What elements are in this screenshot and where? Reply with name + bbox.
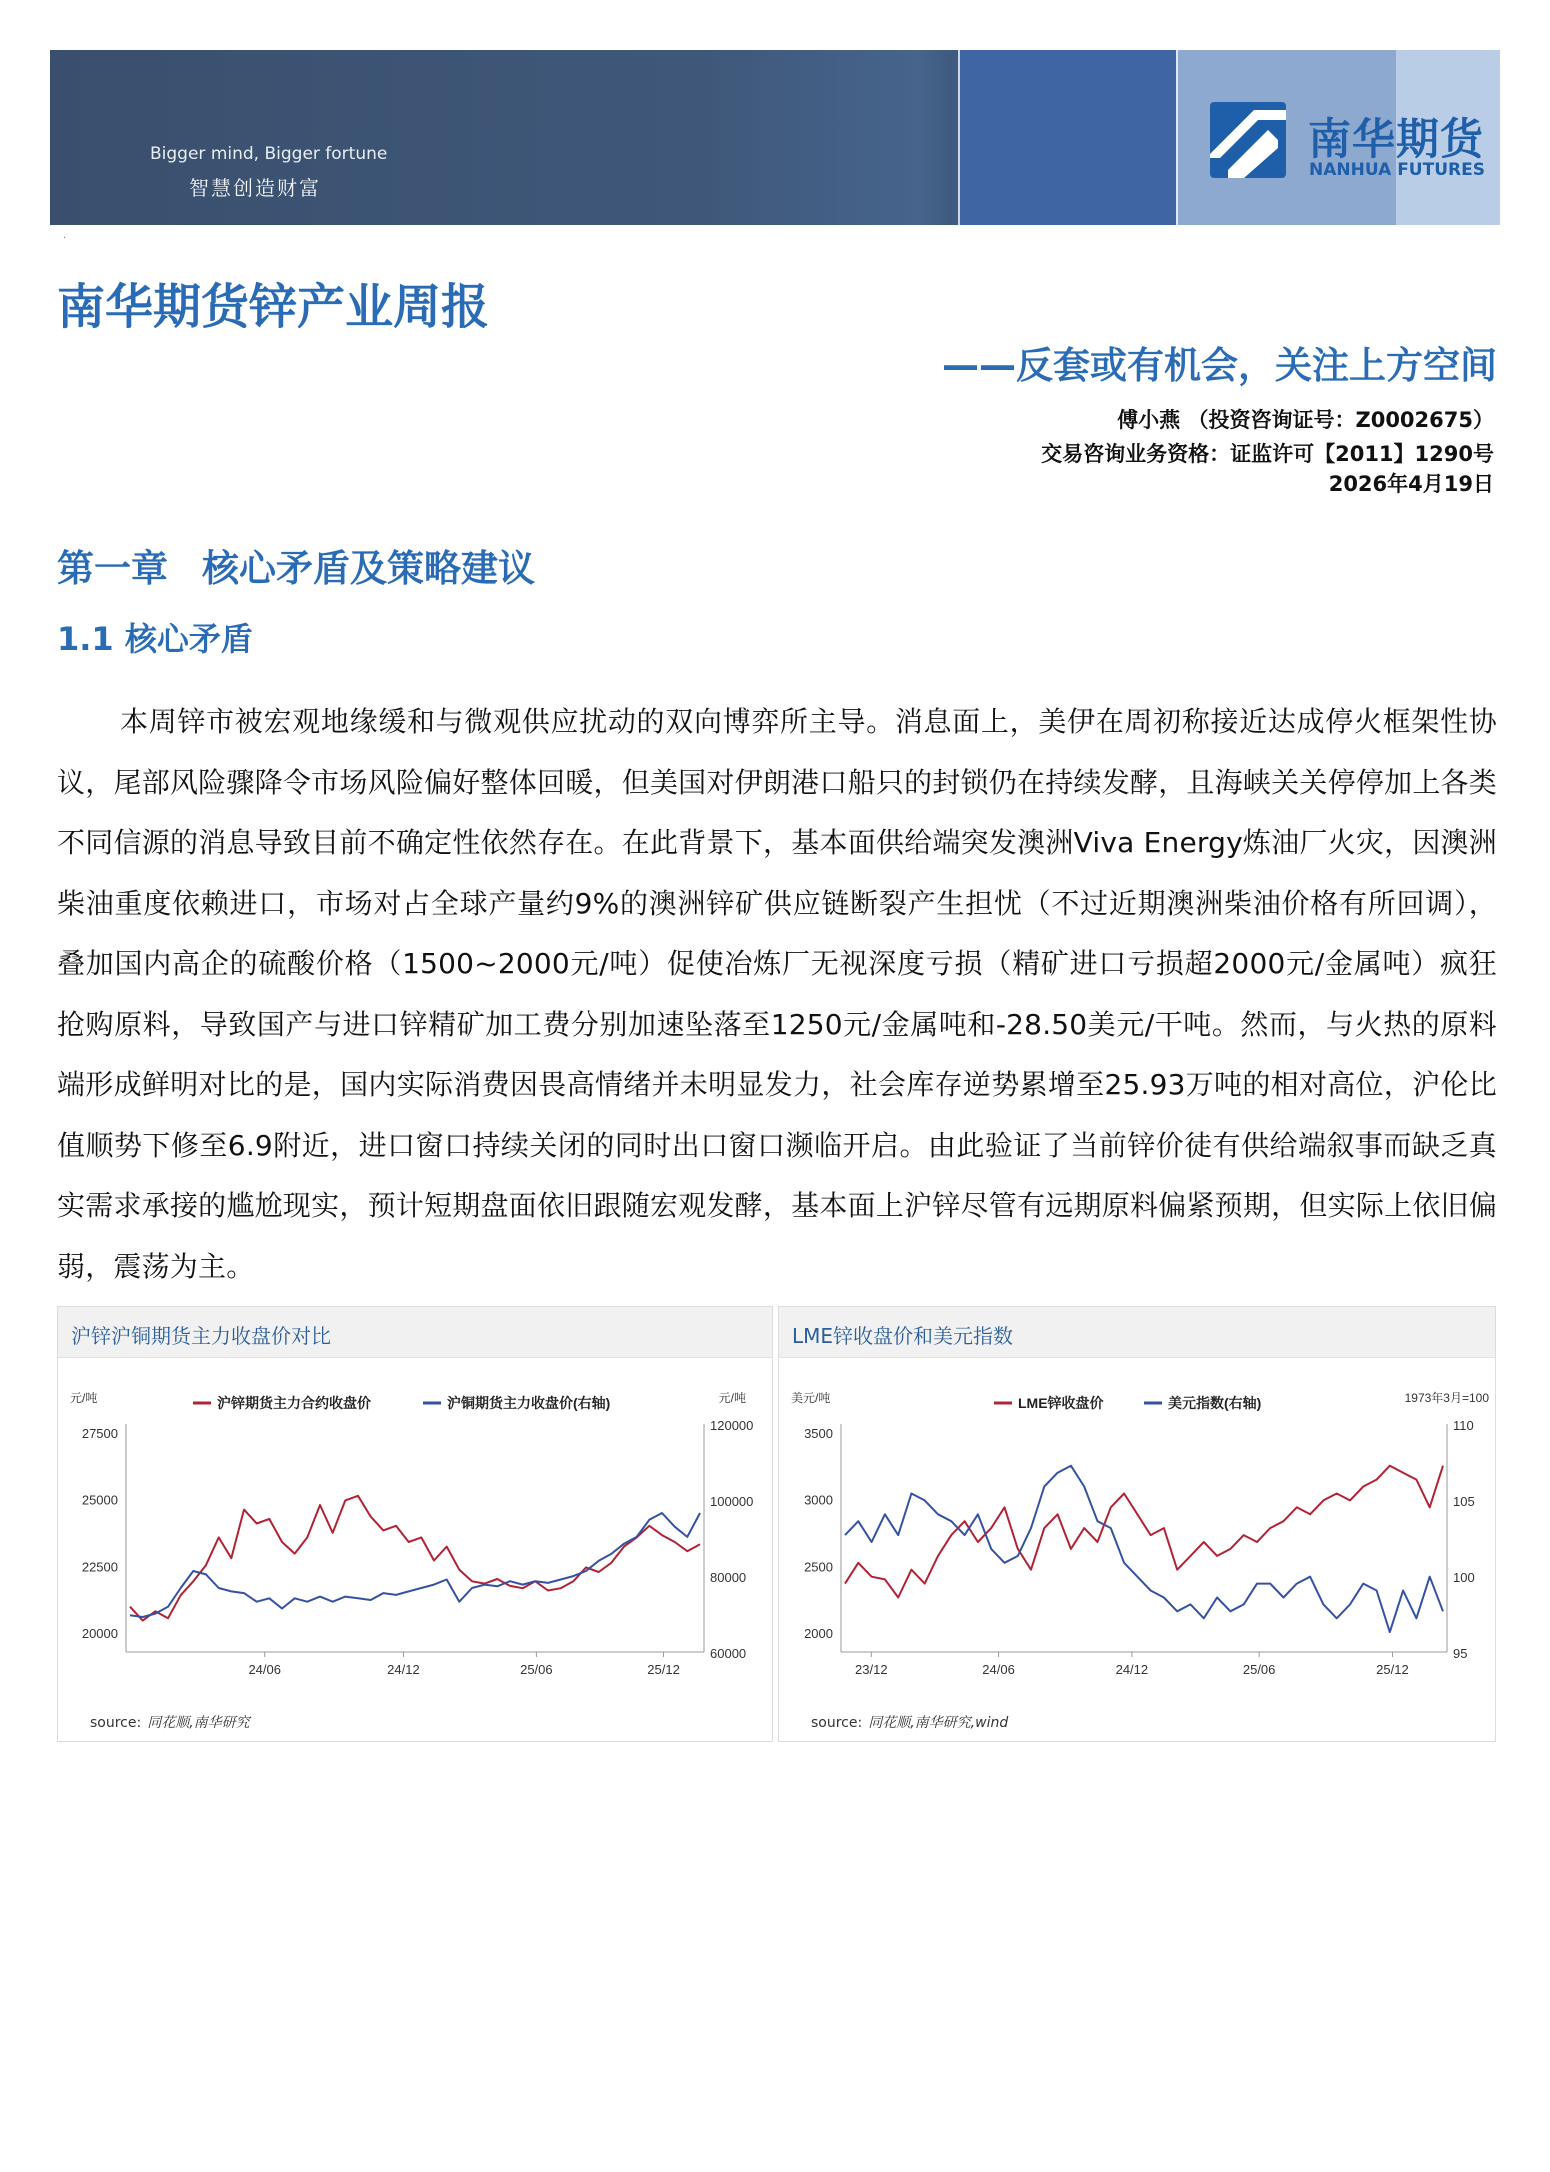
report-title: 南华期货锌产业周报 xyxy=(57,279,490,335)
legend-label: LME锌收盘价 xyxy=(1018,1395,1104,1411)
x-tick-label: 24/06 xyxy=(248,1662,281,1677)
y-tick-label-right: 80000 xyxy=(710,1570,747,1585)
y-tick-label-left: 2000 xyxy=(804,1626,833,1641)
source-label: source: xyxy=(811,1715,863,1731)
chapter-heading xyxy=(57,538,535,592)
y-tick-label-right: 110 xyxy=(1453,1418,1474,1433)
header-banner xyxy=(50,50,1500,225)
x-tick-label: 25/12 xyxy=(647,1662,680,1677)
logo-text-chinese: 南华期货 xyxy=(1308,115,1484,165)
legend-label: 沪铜期货主力收盘价(右轴) xyxy=(447,1395,611,1411)
y-tick-label-left: 20000 xyxy=(81,1626,118,1641)
x-tick-label: 24/12 xyxy=(387,1662,420,1677)
x-tick-label: 24/06 xyxy=(982,1662,1015,1677)
series-line xyxy=(845,1466,1443,1632)
x-tick-label: 25/06 xyxy=(1242,1662,1276,1677)
x-tick-label: 24/12 xyxy=(1115,1662,1149,1677)
y-tick-label-right: 105 xyxy=(1453,1494,1475,1509)
y-axis-unit-left: 元/吨 xyxy=(70,1391,98,1405)
banner-segment xyxy=(960,50,1178,225)
y-tick-label-left: 2500 xyxy=(804,1559,833,1575)
license-line: 交易咨询业务资格：证监许可【2011】1290号 xyxy=(1041,442,1494,466)
x-tick-label: 25/12 xyxy=(1376,1662,1409,1677)
body-paragraph: 本周锌市被宏观地缘缓和与微观供应扰动的双向博弈所主导。消息面上，美伊在周初称接近达成停火框架性协议，尾部风险骤降令市场风险偏好整体回暖，但美国对伊朗港口船只的封锁仍在持续发酵，且海峡关关停停加上各类不同信源的消息导致目前不确定性依然存在。在此背景下，基本面供给端突发澳洲Viva Energy炼油厂火灾，因澳洲柴油重度依赖进口，市场对占全球产量约9%的澳洲锌矿供应链断裂产生担忧（不过近期澳洲柴油价格有所回调），叠加国内高企的硫酸价格（1500~2000元/吨）促使冶炼厂无视深度亏损（精矿进口亏损超2000元/金属吨）疯狂抢购原料，导致国产与进口锌精矿加工费分别加速坠落至1250元/金属吨和-28.50美元/干吨。然而，与火热的原料端形成鲜明对比的是，国内实际消费因畏高情绪并未明显发力，社会库存逆势累增至25.93万吨的相对高位，沪伦比值顺势下修至6.9附近，进口窗口持续关闭的同时出口窗口濒临开启。由此验证了当前锌价徒有供给端叙事而缺乏真实需求承接的尴尬现实，预计短期盘面依旧跟随宏观发酵，基本面上沪锌尽管有远期原料偏紧预期，但实际上依旧偏弱，震荡为主。 xyxy=(57,705,1497,1283)
chart-source xyxy=(90,1712,250,1732)
legend-label: 沪锌期货主力合约收盘价 xyxy=(217,1395,371,1411)
source-value: 同花顺,南华研究,wind xyxy=(868,1715,1009,1731)
x-tick-label: 25/06 xyxy=(520,1662,553,1677)
chart-source xyxy=(811,1712,1008,1732)
slogan-english: Bigger mind, Bigger fortune xyxy=(150,144,388,164)
y-tick-label-right: 60000 xyxy=(710,1646,747,1661)
chart-lme-dxy xyxy=(779,1357,1495,1707)
legend-label: 美元指数(右轴) xyxy=(1168,1395,1262,1411)
y-tick-label-left: 22500 xyxy=(81,1559,118,1575)
y-axis-unit-left: 美元/吨 xyxy=(791,1391,831,1405)
y-tick-label-right: 120000 xyxy=(710,1418,754,1433)
chapter-number: 第一章 xyxy=(57,547,168,590)
y-tick-label-left: 3000 xyxy=(804,1492,833,1508)
chart-panel-title: LME锌收盘价和美元指数 xyxy=(792,1324,1014,1348)
series-line xyxy=(130,1513,700,1617)
series-line xyxy=(130,1496,700,1621)
y-tick-label-right: 95 xyxy=(1453,1646,1468,1661)
y-tick-label-right: 100000 xyxy=(710,1494,754,1509)
section-heading: 1.1 核心矛盾 xyxy=(57,620,253,658)
slogan-chinese: 智慧创造财富 xyxy=(189,176,321,200)
y-tick-label-right: 100 xyxy=(1453,1570,1475,1585)
y-tick-label-left: 3500 xyxy=(804,1426,833,1441)
chart-zinc-copper xyxy=(58,1357,772,1707)
nanhua-logo-icon xyxy=(1210,102,1286,178)
report-date: 2026年4月19日 xyxy=(1328,472,1494,496)
logo-text-english: NANHUA FUTURES xyxy=(1309,160,1485,180)
source-value: 同花顺,南华研究 xyxy=(147,1715,250,1731)
author-line: 傅小燕 （投资咨询证号：Z0002675） xyxy=(1117,408,1494,432)
chapter-title: 核心矛盾及策略建议 xyxy=(202,547,535,590)
report-subtitle: ——反套或有机会，关注上方空间 xyxy=(942,344,1497,387)
chart-panel-title: 沪锌沪铜期货主力收盘价对比 xyxy=(71,1324,331,1348)
y-axis-unit-right: 元/吨 xyxy=(718,1391,746,1405)
chart-panel-lme-dxy xyxy=(778,1306,1496,1742)
y-tick-label-left: 25000 xyxy=(81,1492,118,1508)
chart-panel-zinc-copper xyxy=(57,1306,773,1742)
x-tick-label: 23/12 xyxy=(855,1662,888,1677)
source-label: source: xyxy=(90,1715,142,1731)
y-axis-unit-right: 1973年3月=100 xyxy=(1404,1391,1489,1405)
y-tick-label-left: 27500 xyxy=(81,1426,118,1441)
decorative-dot: · xyxy=(63,233,67,244)
series-line xyxy=(845,1466,1443,1598)
